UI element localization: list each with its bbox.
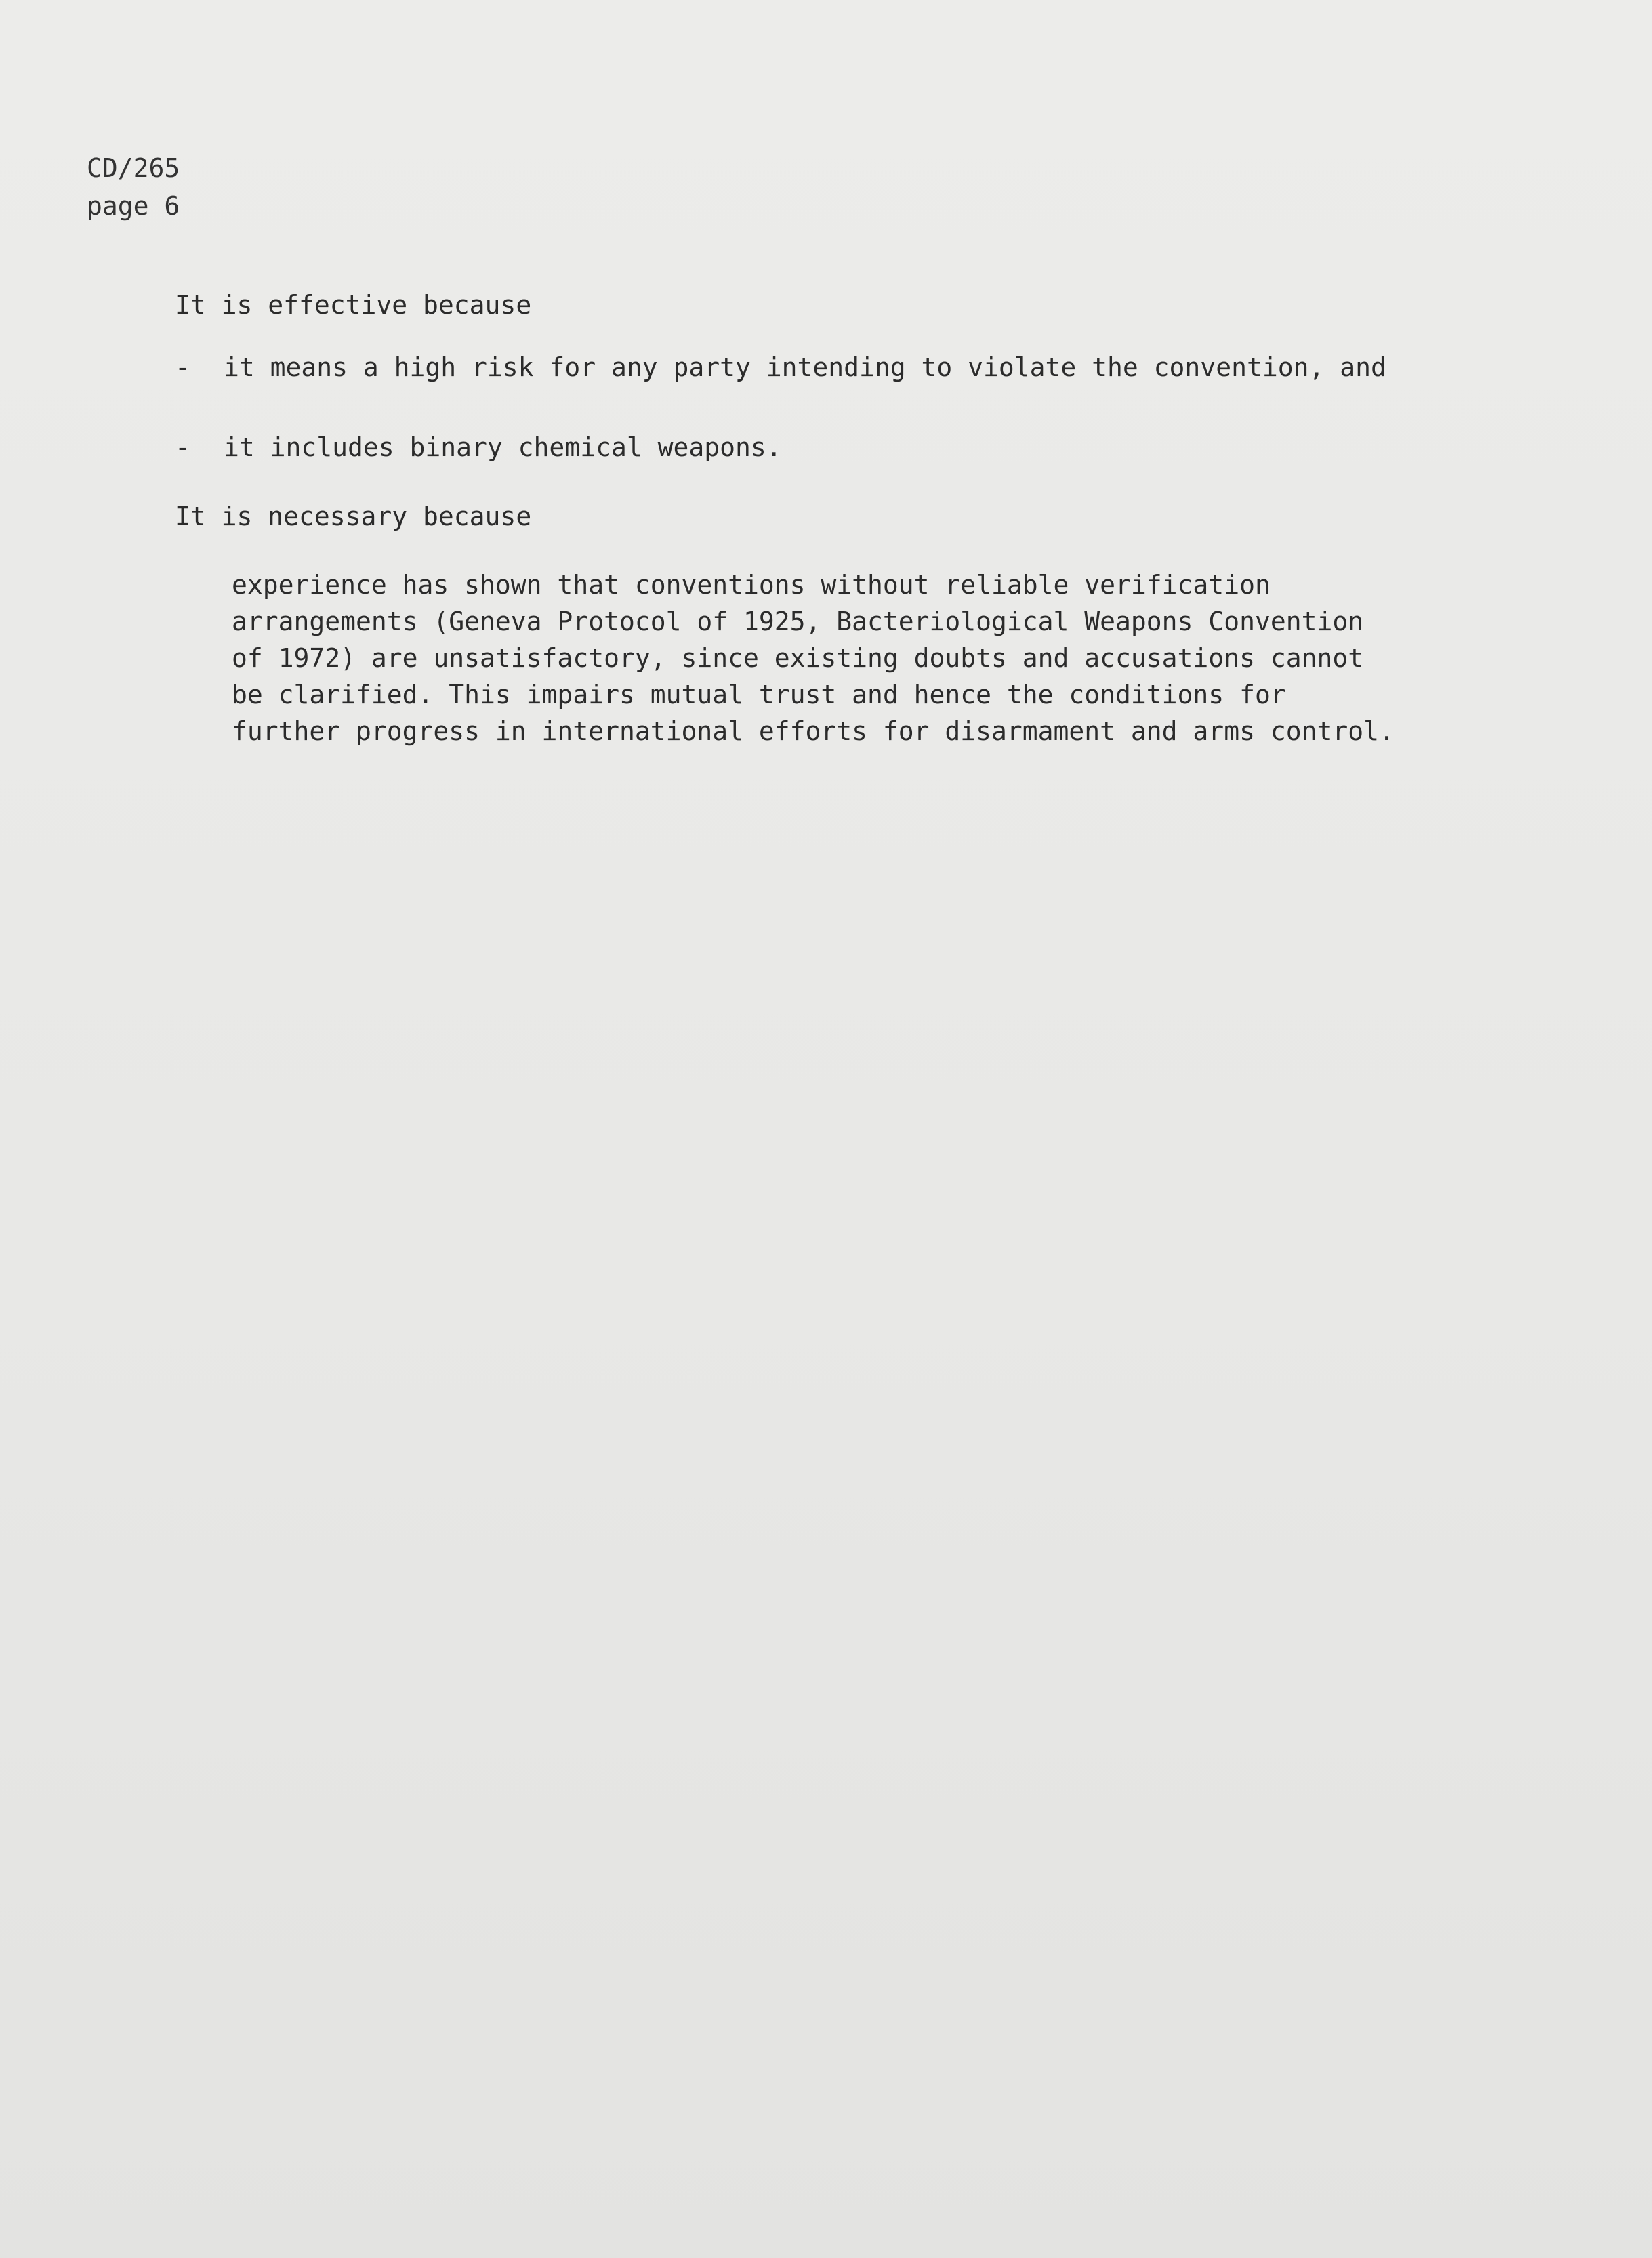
paragraph-line: arrangements (Geneva Protocol of 1925, Bacteriological Weapons Convention xyxy=(232,607,1364,636)
effective-point-2 xyxy=(175,432,782,462)
effective-point-2-text: it includes binary chemical weapons. xyxy=(224,432,782,462)
paragraph-line: experience has shown that conventions without reliable verification xyxy=(232,570,1271,600)
effective-intro: It is effective because xyxy=(175,290,532,320)
page-header xyxy=(87,149,180,225)
paragraph-line: of 1972) are unsatisfactory, since existing doubts and accusations cannot xyxy=(232,643,1364,673)
paragraph-line: further progress in international efforts for disarmament and arms control. xyxy=(232,716,1395,746)
necessary-intro: It is necessary because xyxy=(175,501,532,531)
effective-point-1-text: it means a high risk for any party intending to violate the convention, and xyxy=(224,352,1386,382)
document-reference: CD/265 xyxy=(87,153,180,183)
page-number: page 6 xyxy=(87,191,180,221)
bullet-dash: - xyxy=(175,352,190,382)
necessary-paragraph xyxy=(232,567,1395,750)
bullet-dash: - xyxy=(175,432,190,462)
paragraph-line: be clarified. This impairs mutual trust and hence the conditions for xyxy=(232,680,1286,710)
effective-point-1 xyxy=(175,352,1386,382)
